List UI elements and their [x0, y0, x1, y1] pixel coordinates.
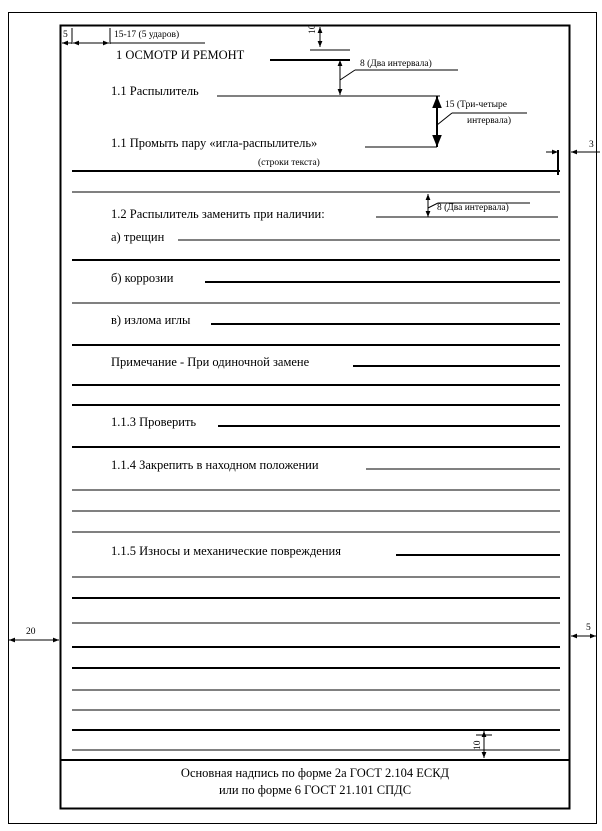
dim-indent: 15-17 (5 ударов)	[114, 30, 180, 40]
title-block	[60, 766, 570, 798]
item-1-1-wash: 1.1 Промыть пару «игла-распылитель»	[111, 136, 318, 150]
heading-1: 1 ОСМОТР И РЕМОНТ	[116, 48, 245, 62]
dim-two-intervals-2: 8 (Два интервала)	[437, 203, 509, 213]
item-a: а) трещин	[111, 230, 165, 244]
item-1-1-3: 1.1.3 Проверить	[111, 415, 197, 429]
item-1-1: 1.1 Распылитель	[111, 84, 199, 98]
dim-outer-right: 5	[586, 623, 591, 633]
dim-top-gap: 10	[308, 24, 318, 34]
title-block-line-2: или по форме 6 ГОСТ 21.101 СПДС	[218, 783, 412, 797]
item-1-1-5: 1.1.5 Износы и механические повреждения	[111, 544, 341, 558]
dim-left-margin: 5	[63, 30, 68, 40]
dim-bottom-gap: 10	[473, 740, 483, 750]
item-1-1-4: 1.1.4 Закрепить в находном положении	[111, 458, 319, 472]
outer-frame	[9, 13, 597, 824]
item-b: б) коррозии	[111, 271, 174, 285]
dim-two-intervals-1: 8 (Два интервала)	[360, 59, 432, 69]
dim-three-four-a: 15 (Три-четыре	[445, 100, 507, 110]
item-c: в) излома иглы	[111, 313, 191, 327]
item-1-2: 1.2 Распылитель заменить при наличии:	[111, 207, 325, 221]
dim-right-margin: 3	[589, 140, 594, 150]
note: Примечание - При одиночной замене	[111, 355, 310, 369]
text-lines-note: (строки текста)	[258, 158, 320, 168]
dim-outer-left: 20	[26, 627, 36, 637]
dim-three-four-b: интервала)	[467, 116, 512, 126]
title-block-line-1: Основная надпись по форме 2а ГОСТ 2.104 ЕСКД	[180, 766, 450, 780]
